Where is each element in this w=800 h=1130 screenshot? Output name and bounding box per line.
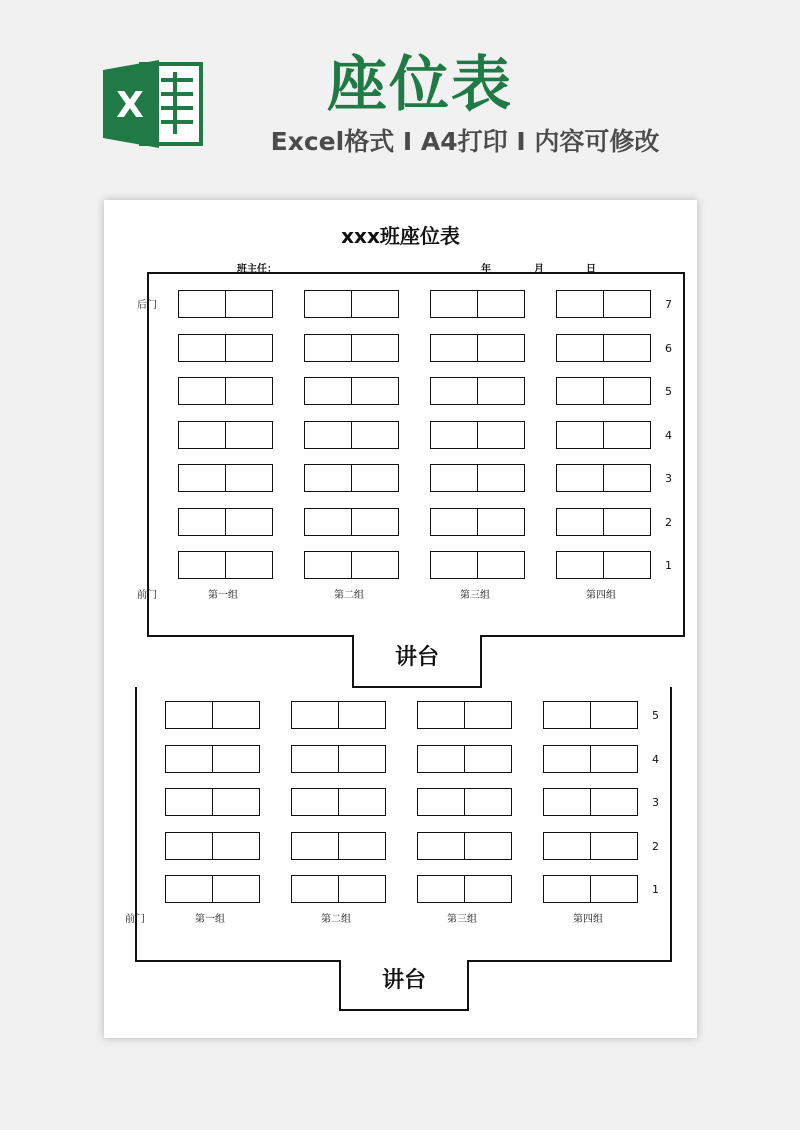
seat-cell[interactable] — [225, 291, 272, 317]
desk — [178, 421, 273, 449]
seat-cell[interactable] — [338, 876, 385, 902]
seat-cell[interactable] — [166, 746, 212, 772]
seat-cell[interactable] — [225, 552, 272, 578]
seat-cell[interactable] — [590, 746, 637, 772]
seat-cell[interactable] — [212, 702, 259, 728]
seat-cell[interactable] — [557, 509, 603, 535]
seat-cell[interactable] — [590, 789, 637, 815]
desk — [543, 788, 638, 816]
group-label: 第二组 — [334, 590, 364, 601]
desk — [556, 290, 651, 318]
group-label: 第二组 — [321, 914, 351, 925]
desk — [165, 875, 260, 903]
desk — [291, 875, 386, 903]
seat-cell[interactable] — [179, 509, 225, 535]
desk — [178, 464, 273, 492]
group-label: 第三组 — [447, 914, 477, 925]
desk — [417, 701, 512, 729]
desk — [165, 788, 260, 816]
group-label: 第四组 — [586, 590, 616, 601]
desk — [304, 290, 399, 318]
front-door-label: 前门 — [137, 590, 157, 601]
logo-letter: X — [116, 85, 144, 126]
seat-cell[interactable] — [418, 876, 464, 902]
desk — [291, 745, 386, 773]
seat-cell[interactable] — [464, 746, 511, 772]
desk — [291, 788, 386, 816]
seat-cell[interactable] — [305, 552, 351, 578]
desk — [543, 832, 638, 860]
seat-cell[interactable] — [179, 422, 225, 448]
page-title: 座位表 — [327, 50, 513, 120]
desk — [556, 377, 651, 405]
seat-cell[interactable] — [225, 465, 272, 491]
seat-cell[interactable] — [418, 833, 464, 859]
seat-cell[interactable] — [305, 335, 351, 361]
desk — [417, 788, 512, 816]
desk — [417, 745, 512, 773]
desk — [556, 421, 651, 449]
seat-cell[interactable] — [225, 422, 272, 448]
seat-cell[interactable] — [179, 291, 225, 317]
seat-cell[interactable] — [603, 509, 650, 535]
seat-cell[interactable] — [557, 291, 603, 317]
row-number: 4 — [665, 428, 672, 442]
seat-cell[interactable] — [166, 876, 212, 902]
desk — [178, 508, 273, 536]
seat-cell[interactable] — [464, 702, 511, 728]
desk — [430, 377, 525, 405]
desk — [178, 377, 273, 405]
row-number: 3 — [652, 796, 659, 809]
group-label: 第一组 — [195, 914, 225, 925]
seat-cell[interactable] — [477, 465, 524, 491]
seat-cell[interactable] — [225, 335, 272, 361]
seat-cell[interactable] — [292, 789, 338, 815]
seat-cell[interactable] — [431, 335, 477, 361]
seat-cell[interactable] — [603, 422, 650, 448]
page-subtitle: Excel格式 I A4打印 I 内容可修改 — [270, 127, 660, 156]
seat-cell[interactable] — [431, 552, 477, 578]
seat-cell[interactable] — [305, 465, 351, 491]
seat-cell[interactable] — [338, 702, 385, 728]
row-number: 2 — [652, 839, 659, 853]
seat-cell[interactable] — [477, 509, 524, 535]
seat-cell[interactable] — [544, 789, 590, 815]
seat-cell[interactable] — [603, 335, 650, 361]
desk — [430, 464, 525, 492]
desk — [556, 508, 651, 536]
row-number: 1 — [665, 559, 672, 572]
seat-cell[interactable] — [305, 291, 351, 317]
seat-cell[interactable] — [305, 509, 351, 535]
seat-cell[interactable] — [166, 702, 212, 728]
group-label: 第三组 — [460, 590, 490, 601]
seat-cell[interactable] — [351, 465, 398, 491]
seat-cell[interactable] — [557, 552, 603, 578]
seat-cell[interactable] — [557, 422, 603, 448]
desk — [304, 334, 399, 362]
desk — [304, 464, 399, 492]
seat-cell[interactable] — [544, 876, 590, 902]
row-number: 7 — [665, 298, 672, 311]
desk — [304, 377, 399, 405]
back-door-label: 后门 — [137, 300, 157, 311]
seat-cell[interactable] — [477, 378, 524, 404]
seat-cell[interactable] — [351, 378, 398, 404]
seat-cell[interactable] — [464, 833, 511, 859]
seat-cell[interactable] — [418, 702, 464, 728]
seat-cell[interactable] — [418, 746, 464, 772]
seat-cell[interactable] — [431, 422, 477, 448]
desk — [178, 290, 273, 318]
row-number: 6 — [665, 341, 672, 355]
seat-cell[interactable] — [225, 378, 272, 404]
seat-cell[interactable] — [212, 876, 259, 902]
seating-sheet — [104, 200, 697, 1038]
seat-cell[interactable] — [557, 378, 603, 404]
row-number: 5 — [652, 709, 659, 722]
seat-cell[interactable] — [179, 465, 225, 491]
seat-cell[interactable] — [179, 378, 225, 404]
seat-cell[interactable] — [305, 378, 351, 404]
row-number: 1 — [652, 883, 659, 896]
seat-cell[interactable] — [351, 509, 398, 535]
seat-cell[interactable] — [338, 789, 385, 815]
seat-cell[interactable] — [590, 833, 637, 859]
seat-cell[interactable] — [212, 833, 259, 859]
row-number: 2 — [665, 515, 672, 529]
date-year-label: 年 — [481, 264, 491, 275]
seat-cell[interactable] — [603, 465, 650, 491]
seat-cell[interactable] — [590, 702, 637, 728]
seat-cell[interactable] — [477, 335, 524, 361]
desk — [304, 508, 399, 536]
desk — [291, 701, 386, 729]
seat-cell[interactable] — [338, 833, 385, 859]
desk — [291, 832, 386, 860]
desk — [165, 701, 260, 729]
row-number: 5 — [665, 385, 672, 398]
seat-cell[interactable] — [431, 378, 477, 404]
seat-cell[interactable] — [351, 422, 398, 448]
seat-cell[interactable] — [166, 833, 212, 859]
podium-label: 讲台 — [381, 968, 426, 993]
seat-cell[interactable] — [431, 509, 477, 535]
desk — [543, 745, 638, 773]
desk — [430, 421, 525, 449]
desk — [556, 464, 651, 492]
sheet-title: xxx班座位表 — [341, 224, 460, 248]
seat-cell[interactable] — [212, 789, 259, 815]
seat-cell[interactable] — [338, 746, 385, 772]
seat-cell[interactable] — [292, 702, 338, 728]
front-door-label: 前门 — [125, 914, 145, 925]
desk — [178, 334, 273, 362]
seat-cell[interactable] — [603, 378, 650, 404]
seat-cell[interactable] — [351, 552, 398, 578]
podium-label: 讲台 — [394, 645, 439, 670]
desk — [543, 875, 638, 903]
seat-cell[interactable] — [431, 291, 477, 317]
seat-cell[interactable] — [179, 335, 225, 361]
seat-cell[interactable] — [544, 746, 590, 772]
seat-cell[interactable] — [351, 291, 398, 317]
seat-cell[interactable] — [292, 833, 338, 859]
seat-cell[interactable] — [603, 552, 650, 578]
desk — [165, 832, 260, 860]
seat-cell[interactable] — [477, 291, 524, 317]
desk — [304, 421, 399, 449]
desk — [430, 508, 525, 536]
seat-cell[interactable] — [477, 422, 524, 448]
seat-cell[interactable] — [544, 702, 590, 728]
date-day-label: 日 — [586, 264, 596, 275]
desk — [556, 334, 651, 362]
seat-cell[interactable] — [292, 876, 338, 902]
desk — [556, 551, 651, 579]
row-number: 3 — [665, 472, 672, 485]
seat-cell[interactable] — [557, 335, 603, 361]
desk — [430, 334, 525, 362]
desk — [304, 551, 399, 579]
row-number: 4 — [652, 752, 659, 766]
room-outline — [104, 200, 697, 1038]
seat-cell[interactable] — [544, 833, 590, 859]
seat-cell[interactable] — [477, 552, 524, 578]
teacher-label: 班主任： — [237, 264, 277, 275]
desk — [178, 551, 273, 579]
seat-cell[interactable] — [590, 876, 637, 902]
seat-cell[interactable] — [418, 789, 464, 815]
seat-cell[interactable] — [557, 465, 603, 491]
seat-cell[interactable] — [351, 335, 398, 361]
seat-cell[interactable] — [212, 746, 259, 772]
group-label: 第一组 — [208, 590, 238, 601]
seat-cell[interactable] — [464, 876, 511, 902]
seat-cell[interactable] — [464, 789, 511, 815]
desk — [430, 551, 525, 579]
date-month-label: 月 — [534, 264, 544, 275]
desk — [543, 701, 638, 729]
seat-cell[interactable] — [179, 552, 225, 578]
group-label: 第四组 — [573, 914, 603, 925]
desk — [165, 745, 260, 773]
seat-cell[interactable] — [431, 465, 477, 491]
seat-cell[interactable] — [292, 746, 338, 772]
desk — [430, 290, 525, 318]
seat-cell[interactable] — [305, 422, 351, 448]
seat-cell[interactable] — [225, 509, 272, 535]
seat-cell[interactable] — [603, 291, 650, 317]
seat-cell[interactable] — [166, 789, 212, 815]
desk — [417, 832, 512, 860]
desk — [417, 875, 512, 903]
excel-logo-icon — [103, 58, 205, 150]
